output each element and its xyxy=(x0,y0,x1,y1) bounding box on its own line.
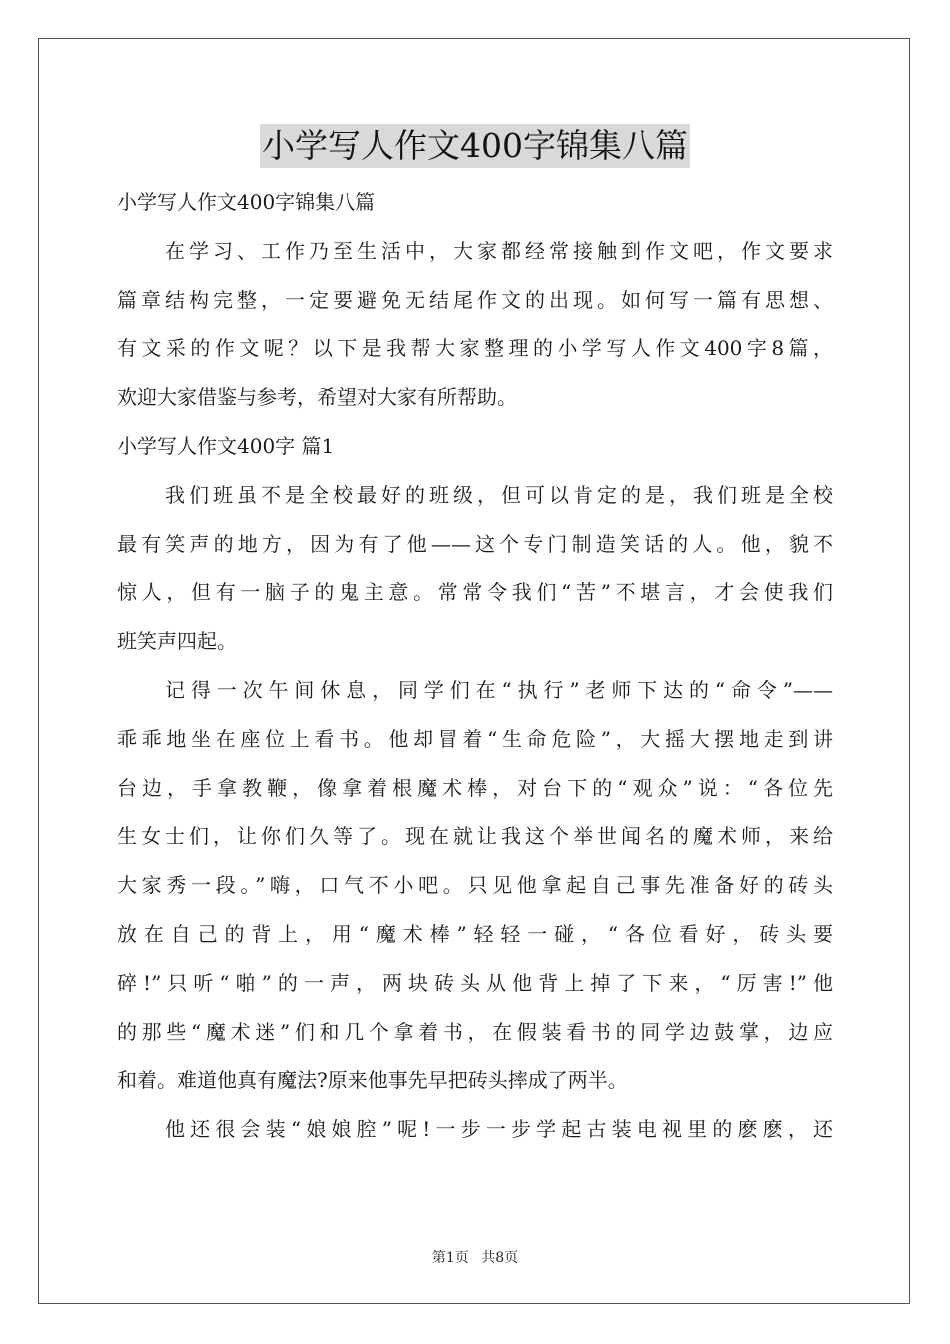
page-footer xyxy=(0,1247,950,1267)
document-title xyxy=(0,124,950,168)
paragraph-2 xyxy=(117,666,833,1105)
paragraph-line: 大家秀一段。”嗨，口气不小吧。只见他拿起自己事先准备好的砖头 xyxy=(117,873,833,898)
document-body xyxy=(117,178,833,1154)
paragraph-line: 最有笑声的地方，因为有了他——这个专门制造笑话的人。他，貌不 xyxy=(117,531,833,556)
paragraph-line: 惊人，但有一脑子的鬼主意。常常令我们“苦”不堪言，才会使我们 xyxy=(117,580,833,605)
paragraph-line: 碎!”只听“啪”的一声，两块砖头从他背上掉了下来，“厉害!”他 xyxy=(117,970,833,995)
paragraph-line: 在学习、工作乃至生活中，大家都经常接触到作文吧，作文要求 xyxy=(165,238,833,263)
paragraph-line: 乖乖地坐在座位上看书。他却冒着“生命危险”，大摇大摆地走到讲 xyxy=(117,726,833,751)
paragraph-line: 我们班虽不是全校最好的班级，但可以肯定的是，我们班是全校 xyxy=(165,482,833,507)
intro-paragraph xyxy=(117,227,833,422)
paragraph-3 xyxy=(117,1105,833,1154)
subtitle: 小学写人作文400字锦集八篇 xyxy=(117,190,376,214)
paragraph-line: 欢迎大家借鉴与参考，希望对大家有所帮助。 xyxy=(117,385,517,410)
paragraph-line: 篇章结构完整，一定要避免无结尾作文的出现。如何写一篇有思想、 xyxy=(117,287,833,312)
paragraph-line: 记得一次午间休息，同学们在“执行”老师下达的“命令”—— xyxy=(165,677,833,702)
paragraph-line: 班笑声四起。 xyxy=(117,629,237,654)
section-heading: 小学写人作文400字 篇1 xyxy=(117,433,335,458)
page-number-total: 共8页 xyxy=(481,1250,519,1266)
paragraph-line: 台边，手拿教鞭，像拿着根魔术棒，对台下的“观众”说：“各位先 xyxy=(117,775,833,800)
paragraph-line: 和着。难道他真有魔法?原来他事先早把砖头摔成了两半。 xyxy=(117,1068,628,1093)
paragraph-1 xyxy=(117,471,833,666)
paragraph-line: 有文采的作文呢？以下是我帮大家整理的小学写人作文400字8篇， xyxy=(117,336,833,361)
paragraph-line: 放在自己的背上，用“魔术棒”轻轻一碰，“各位看好，砖头要 xyxy=(117,921,833,946)
document-title-text: 小学写人作文400字锦集八篇 xyxy=(260,124,690,168)
page-number-current: 第1页 xyxy=(431,1250,469,1266)
paragraph-line: 的那些“魔术迷”们和几个拿着书，在假装看书的同学边鼓掌，边应 xyxy=(117,1019,833,1044)
paragraph-line: 生女士们，让你们久等了。现在就让我这个举世闻名的魔术师，来给 xyxy=(117,824,833,849)
paragraph-line: 他还很会装“娘娘腔”呢!一步一步学起古装电视里的麽麽，还 xyxy=(165,1117,833,1142)
